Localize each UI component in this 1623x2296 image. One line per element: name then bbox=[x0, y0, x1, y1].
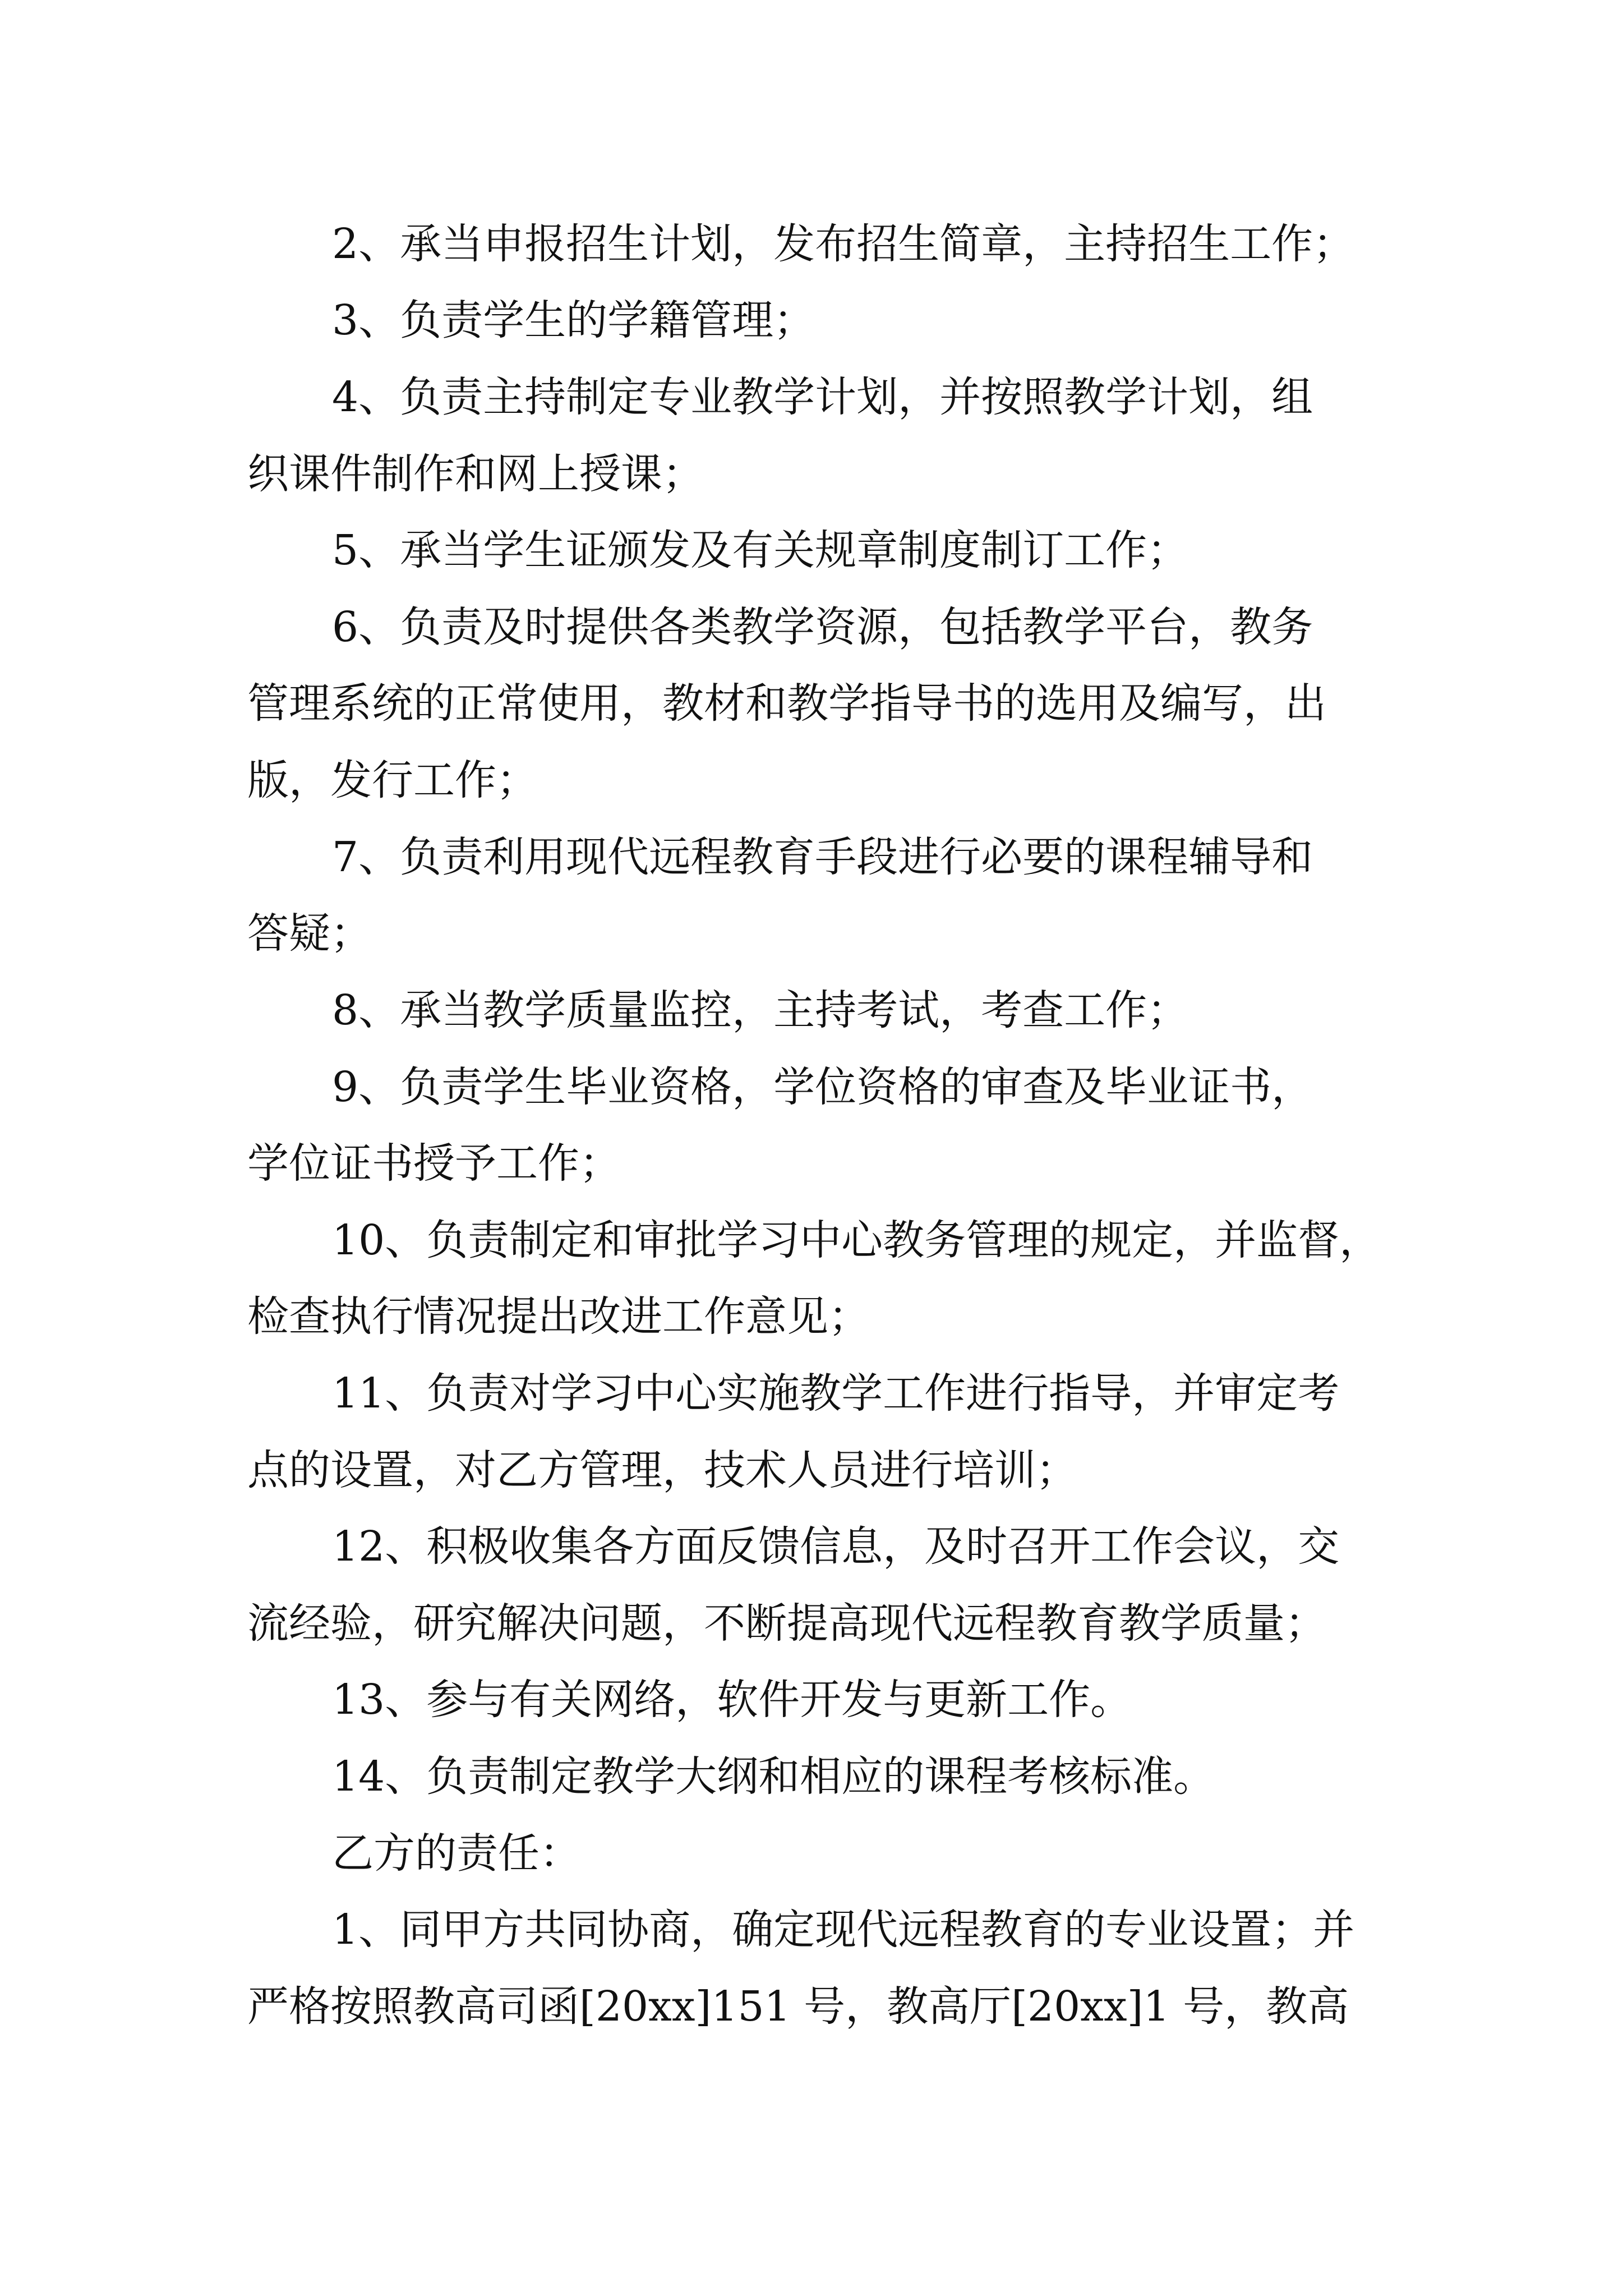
text-line-item-10 bbox=[0, 1212, 1623, 1268]
text-line-item-10-cont bbox=[0, 1289, 1623, 1345]
text-line-item-6-cont2 bbox=[0, 752, 1623, 808]
text-line-item-14 bbox=[0, 1749, 1623, 1805]
text-line-item-11 bbox=[0, 1365, 1623, 1421]
text-line-item-6-cont bbox=[0, 675, 1623, 731]
text-line: 3、负责学生的学籍管理； bbox=[332, 296, 815, 344]
text-line: 11、负责对学习中心实施教学工作进行指导，并审定考 bbox=[332, 1369, 1340, 1418]
text-line: 13、参与有关网络，软件开发与更新工作。 bbox=[332, 1676, 1132, 1724]
text-line-item-4-cont bbox=[0, 446, 1623, 502]
text-line: 点的设置，对乙方管理，技术人员进行培训； bbox=[247, 1446, 1077, 1494]
text-line-item-12-cont bbox=[0, 1595, 1623, 1651]
text-line: 检查执行情况提出改进工作意见； bbox=[247, 1292, 870, 1341]
text-line-item-8 bbox=[0, 982, 1623, 1038]
text-line: 乙方的责任： bbox=[332, 1829, 581, 1878]
text-line: 严格按照教高司函[20xx]151 号，教高厅[20xx]1 号，教高 bbox=[247, 1982, 1349, 2031]
text-line-b-item-1 bbox=[0, 1902, 1623, 1958]
text-line-item-6 bbox=[0, 599, 1623, 655]
text-line-item-7-cont bbox=[0, 905, 1623, 961]
text-line: 6、负责及时提供各类教学资源，包括教学平台，教务 bbox=[332, 603, 1313, 651]
text-line: 7、负责利用现代远程教育手段进行必要的课程辅导和 bbox=[332, 833, 1313, 881]
text-line-item-13 bbox=[0, 1672, 1623, 1728]
text-line-item-5 bbox=[0, 522, 1623, 578]
text-line: 管理系统的正常使用，教材和教学指导书的选用及编写，出 bbox=[247, 679, 1326, 728]
text-line: 流经验，研究解决问题，不断提高现代远程教育教学质量； bbox=[247, 1599, 1326, 1648]
text-line: 9、负责学生毕业资格，学位资格的审查及毕业证书， bbox=[332, 1063, 1313, 1111]
text-line: 12、积极收集各方面反馈信息，及时召开工作会议，交 bbox=[332, 1522, 1340, 1571]
text-line-item-7 bbox=[0, 829, 1623, 885]
text-line-item-9-cont bbox=[0, 1135, 1623, 1191]
text-line: 学位证书授予工作； bbox=[247, 1139, 621, 1188]
text-line: 14、负责制定教学大纲和相应的课程考核标准。 bbox=[332, 1752, 1215, 1801]
text-line: 8、承当教学质量监控，主持考试，考查工作； bbox=[332, 986, 1189, 1034]
text-line-item-9 bbox=[0, 1059, 1623, 1115]
text-line: 1、同甲方共同协商，确定现代远程教育的专业设置；并 bbox=[332, 1906, 1355, 1954]
text-line-item-12 bbox=[0, 1519, 1623, 1575]
text-line-item-4 bbox=[0, 369, 1623, 425]
section-heading bbox=[0, 1825, 1623, 1881]
text-line: 5、承当学生证颁发及有关规章制度制订工作； bbox=[332, 526, 1189, 574]
text-line: 织课件制作和网上授课； bbox=[247, 450, 704, 498]
text-line: 版，发行工作； bbox=[247, 756, 538, 804]
text-line: 2、承当申报招生计划，发布招生简章，主持招生工作； bbox=[332, 220, 1355, 268]
text-line: 4、负责主持制定专业教学计划，并按照教学计划，组 bbox=[332, 373, 1313, 421]
text-line-item-11-cont bbox=[0, 1442, 1623, 1498]
text-line-item-3 bbox=[0, 292, 1623, 348]
text-line: 10、负责制定和审批学习中心教务管理的规定，并监督， bbox=[332, 1216, 1381, 1264]
text-line-item-2 bbox=[0, 216, 1623, 272]
text-line-b-item-1-cont bbox=[0, 1978, 1623, 2035]
text-line: 答疑； bbox=[247, 909, 372, 958]
